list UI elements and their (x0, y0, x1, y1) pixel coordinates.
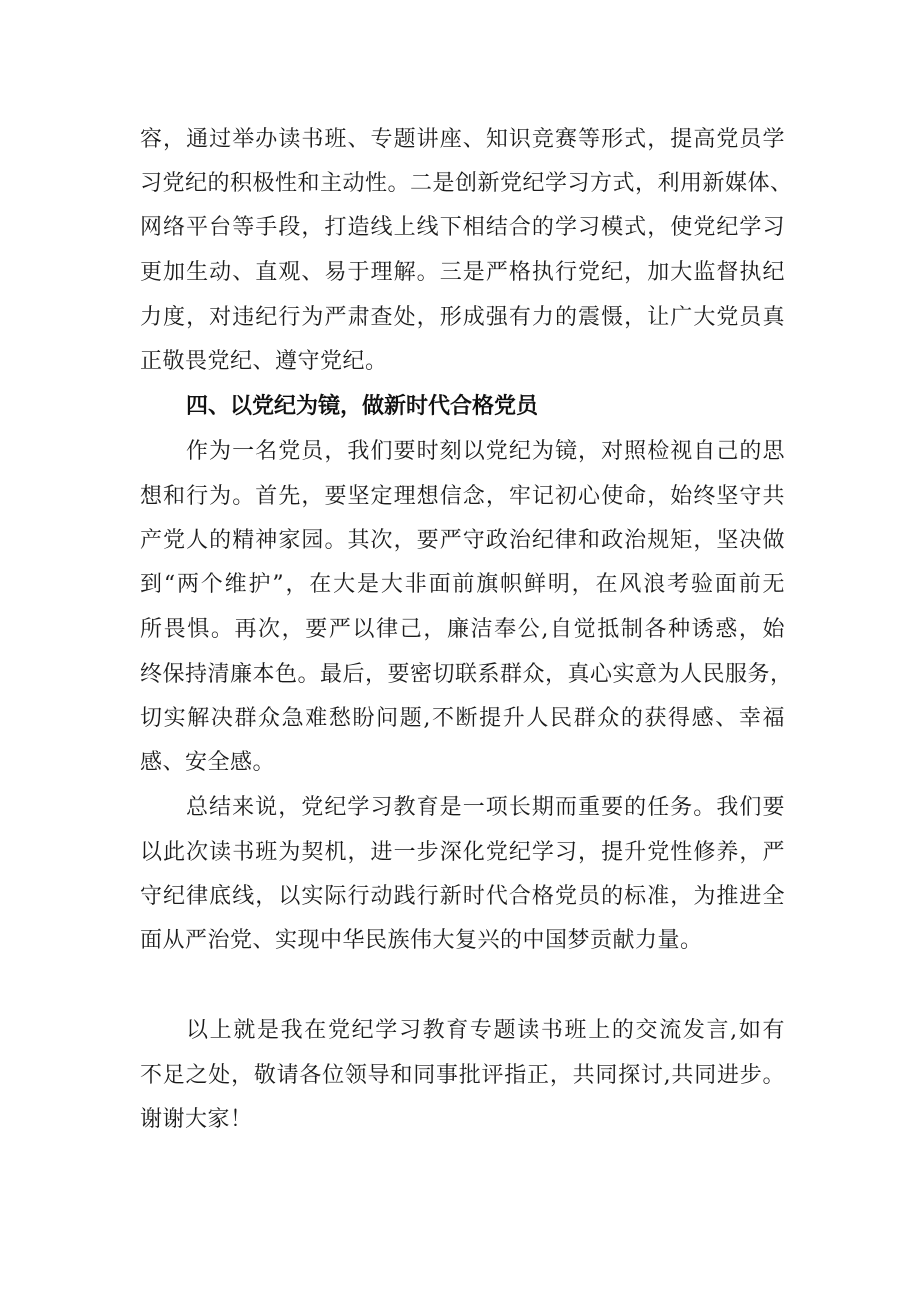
paragraph-line: 感、安全感。 (140, 750, 276, 775)
paragraph-line: 谢谢大家！ (140, 1107, 253, 1132)
paragraph-line: 面从严治党、实现中华民族伟大复兴的中国梦贡献力量。 (140, 928, 703, 953)
paragraph-line: 正敬畏党纪、遵守党纪。 (140, 349, 388, 374)
paragraph-line: 切实解决群众急难愁盼问题,不断提升人民群众的获得感、幸福 (140, 706, 785, 731)
paragraph-line: 以此次读书班为契机，进一步深化党纪学习，提升党性修养，严 (140, 840, 785, 865)
paragraph-line: 想和行为。首先，要坚定理想信念，牢记初心使命，始终坚守共 (140, 484, 785, 509)
paragraph-line: 到“两个维护”，在大是大非面前旗帜鲜明，在风浪考验面前无 (140, 572, 785, 597)
paragraph-line: 更加生动、直观、易于理解。三是严格执行党纪，加大监督执纪 (140, 260, 785, 285)
paragraph-line: 作为一名党员，我们要时刻以党纪为镜，对照检视自己的思 (186, 439, 785, 464)
paragraph-line: 容，通过举办读书班、专题讲座、知识竞赛等形式，提高党员学 (140, 127, 785, 152)
paragraph-line: 不足之处，敬请各位领导和同事批评指正，共同探讨,共同进步。 (140, 1063, 785, 1088)
paragraph-line: 终保持清廉本色。最后，要密切联系群众，真心实意为人民服务， (140, 662, 793, 687)
section-heading: 四、以党纪为镜，做新时代合格党员 (186, 394, 539, 419)
paragraph-line: 所畏惧。再次，要严以律己，廉洁奉公,自觉抵制各种诱惑，始 (140, 617, 785, 642)
paragraph-line: 力度，对违纪行为严肃查处，形成强有力的震慑，让广大党员真 (140, 305, 785, 330)
paragraph-line: 习党纪的积极性和主动性。二是创新党纪学习方式，利用新媒体、 (140, 171, 793, 196)
paragraph-line: 以上就是我在党纪学习教育专题读书班上的交流发言,如有 (186, 1018, 785, 1043)
paragraph-line: 网络平台等手段，打造线上线下相结合的学习模式，使党纪学习 (140, 215, 785, 240)
paragraph-line: 产党人的精神家园。其次，要严守政治纪律和政治规矩，坚决做 (140, 528, 785, 553)
paragraph-line: 总结来说，党纪学习教育是一项长期而重要的任务。我们要 (186, 795, 785, 820)
paragraph-line: 守纪律底线，以实际行动践行新时代合格党员的标准，为推进全 (140, 884, 785, 909)
